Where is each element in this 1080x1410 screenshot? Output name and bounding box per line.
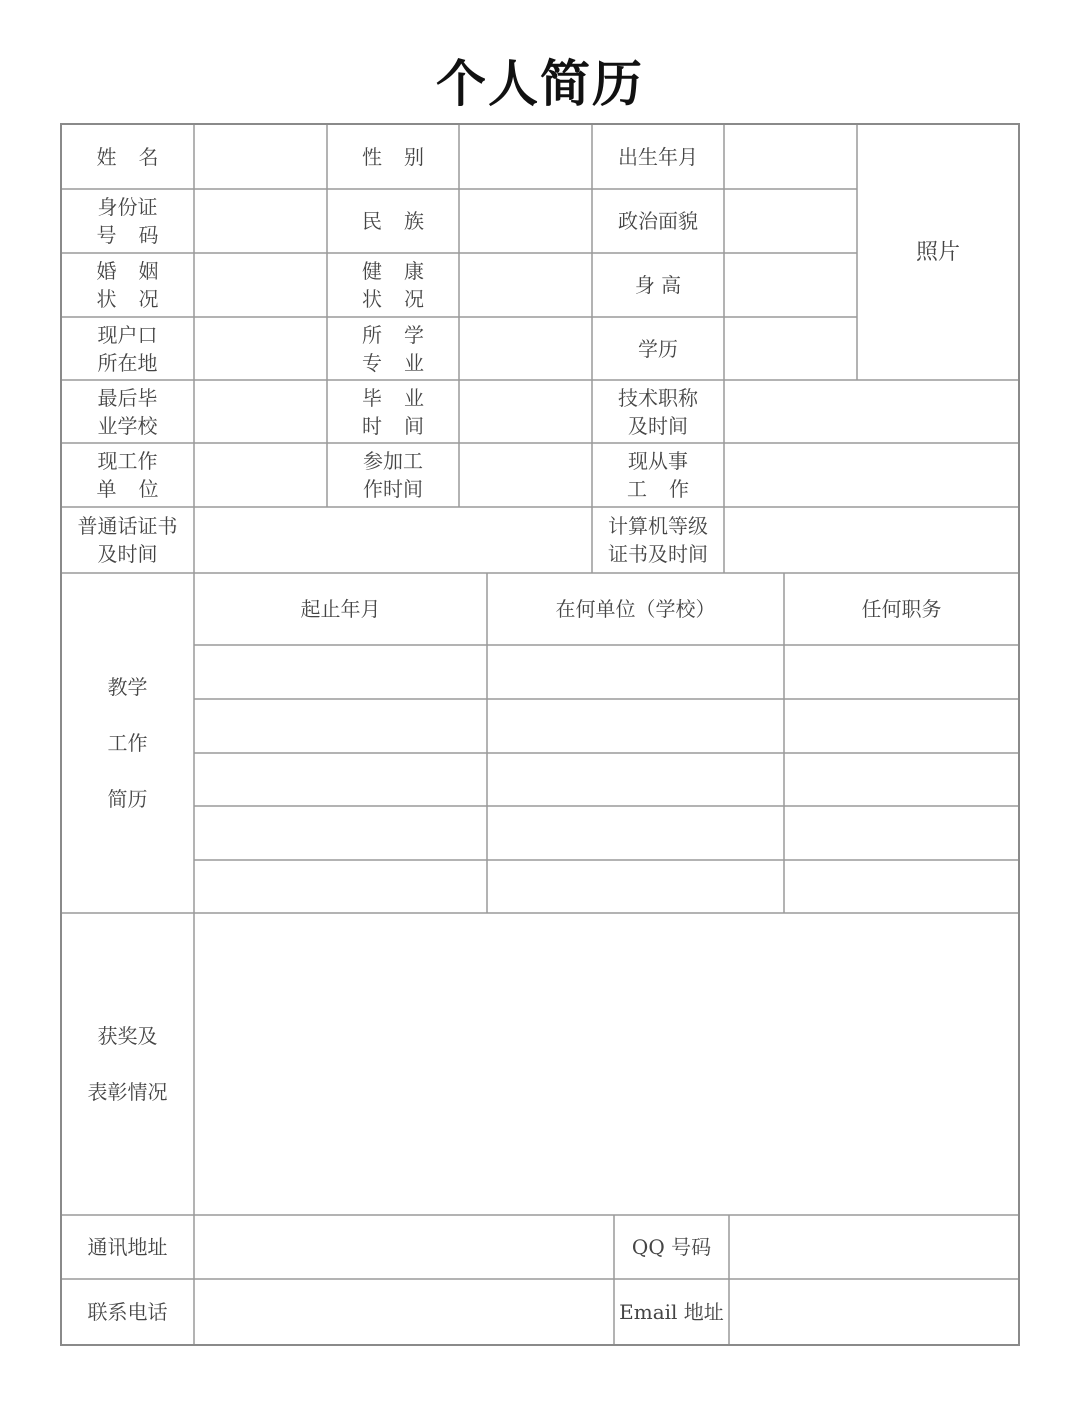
label-hukou: 现户口 所在地 bbox=[97, 322, 158, 375]
label-last-school: 最后毕 业学校 bbox=[97, 385, 158, 438]
health-field[interactable] bbox=[459, 253, 592, 317]
work-start-field[interactable] bbox=[459, 443, 592, 507]
label-employer: 现工作 单位 bbox=[96, 449, 181, 501]
ethnic-field[interactable] bbox=[459, 189, 592, 253]
column-header-period: 起止年月 bbox=[300, 597, 381, 621]
photo-box[interactable]: 照片 bbox=[915, 240, 960, 265]
label-work-history: 教学 工作 简历 bbox=[107, 675, 148, 811]
computer-cert-field[interactable] bbox=[724, 507, 1019, 573]
height-field[interactable] bbox=[724, 253, 857, 317]
label-current-job: 现从事 工作 bbox=[627, 449, 711, 501]
qq-field[interactable] bbox=[729, 1215, 1019, 1279]
label-phone: 联系电话 bbox=[87, 1300, 168, 1324]
label-awards: 获奖及 表彰情况 bbox=[87, 1024, 168, 1104]
label-ethnic: 民族 bbox=[362, 209, 446, 233]
label-id-number: 身份证 号码 bbox=[96, 195, 181, 247]
label-major: 所学 专业 bbox=[362, 322, 446, 375]
id-number-field[interactable] bbox=[194, 189, 327, 253]
label-work-start: 参加工 作时间 bbox=[363, 449, 423, 501]
grad-time-field[interactable] bbox=[459, 380, 592, 443]
label-name: 姓名 bbox=[96, 144, 181, 169]
label-qq: QQ 号码 bbox=[631, 1235, 712, 1259]
column-header-position: 任何职务 bbox=[861, 597, 942, 621]
column-header-unit: 在何单位（学校） bbox=[555, 597, 716, 621]
email-field[interactable] bbox=[729, 1279, 1019, 1345]
employer-field[interactable] bbox=[194, 443, 327, 507]
label-political: 政治面貌 bbox=[618, 209, 698, 233]
history-row[interactable] bbox=[194, 860, 1019, 913]
name-field[interactable] bbox=[194, 124, 327, 189]
label-gender: 性别 bbox=[362, 144, 446, 169]
label-education: 学历 bbox=[638, 336, 678, 361]
hukou-field[interactable] bbox=[194, 317, 327, 380]
current-job-field[interactable] bbox=[724, 443, 1019, 507]
education-field[interactable] bbox=[724, 317, 857, 380]
label-email: Email 地址 bbox=[619, 1300, 724, 1324]
address-field[interactable] bbox=[194, 1215, 614, 1279]
history-row[interactable] bbox=[194, 645, 1019, 699]
label-marital: 婚姻 状况 bbox=[96, 259, 181, 311]
label-health: 健康 状况 bbox=[362, 259, 446, 311]
label-address: 通讯地址 bbox=[87, 1235, 168, 1259]
label-tech-title: 技术职称 及时间 bbox=[618, 385, 698, 438]
history-row[interactable] bbox=[194, 753, 1019, 806]
history-row[interactable] bbox=[194, 699, 1019, 753]
political-field[interactable] bbox=[724, 189, 857, 253]
birth-field[interactable] bbox=[724, 124, 857, 189]
tech-title-field[interactable] bbox=[724, 380, 1019, 443]
label-mandarin-cert: 普通话证书 及时间 bbox=[77, 514, 178, 566]
label-computer-cert: 计算机等级 证书及时间 bbox=[608, 514, 708, 566]
phone-field[interactable] bbox=[194, 1279, 614, 1345]
last-school-field[interactable] bbox=[194, 380, 327, 443]
gender-field[interactable] bbox=[459, 124, 592, 189]
page-title: 个人简历 bbox=[436, 54, 644, 113]
label-grad-time: 毕业 时间 bbox=[362, 385, 446, 438]
awards-field[interactable] bbox=[194, 913, 1019, 1215]
label-height: 身 高 bbox=[634, 273, 682, 297]
label-birth: 出生年月 bbox=[618, 144, 698, 169]
marital-field[interactable] bbox=[194, 253, 327, 317]
history-row[interactable] bbox=[194, 806, 1019, 860]
mandarin-cert-field[interactable] bbox=[194, 507, 592, 573]
major-field[interactable] bbox=[459, 317, 592, 380]
